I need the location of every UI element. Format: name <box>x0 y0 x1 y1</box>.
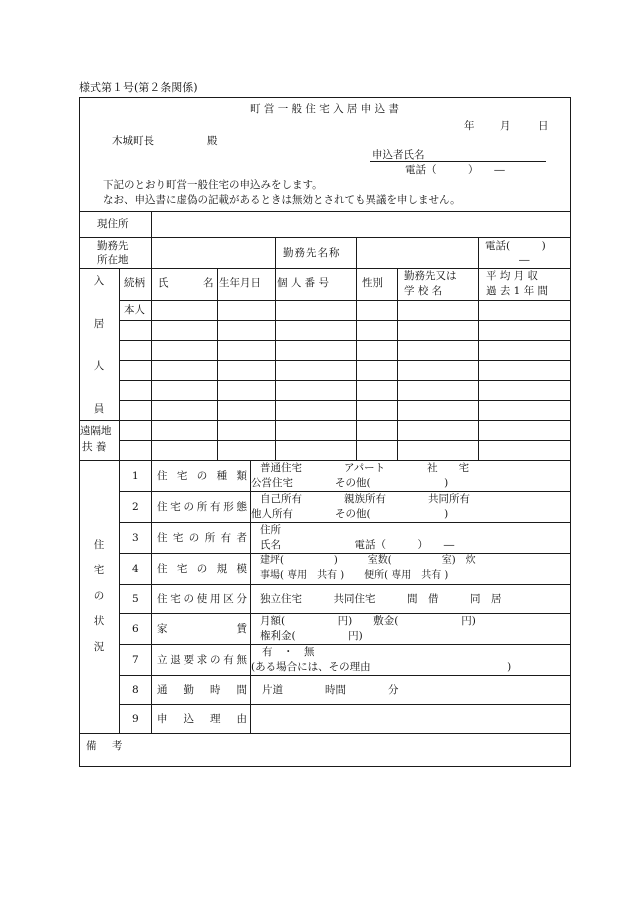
table-rule-horizontal <box>79 420 570 421</box>
table-rule-vertical <box>570 97 571 767</box>
housing-row-content-1: 建坪( ) 室数( 室) 炊 <box>260 555 476 566</box>
workplace-phone-dash: ― <box>519 254 530 266</box>
income-header-2: 過 去 1 年 間 <box>486 285 549 297</box>
housing-row-label: 住宅の使用区分 <box>157 593 247 605</box>
housing-row-number: 5 <box>132 593 139 605</box>
honorific: 殿 <box>207 135 218 147</box>
form-title: 町 営 一 般 住 宅 入 居 申 込 書 <box>250 103 399 115</box>
table-rule-horizontal <box>79 211 570 212</box>
housing-row-label: 住宅の所有形態 <box>157 501 247 513</box>
housing-row-content-2: 公営住宅 その他( ) <box>251 477 449 489</box>
statement-line-2: なお、申込書に虚偽の記載があるときは無効とされても異議を申しません。 <box>103 194 461 206</box>
table-rule-horizontal <box>79 268 570 269</box>
housing-row-label: 住宅の所有者 <box>157 532 247 544</box>
housing-row-content-2: 事場( 専用 共有 ) 便所( 専用 共有 ) <box>260 570 449 581</box>
housing-row-label: 申込理由 <box>157 713 247 725</box>
statement-line-1: 下記のとおり町営一般住宅の申込みをします。 <box>103 179 323 191</box>
housing-side-char: の <box>93 589 105 602</box>
table-rule-vertical <box>119 268 120 460</box>
housing-side-char: 状 <box>93 615 105 628</box>
relation-header: 続柄 <box>124 277 145 289</box>
income-header: 平 均 月 収 <box>486 270 539 282</box>
table-rule-horizontal <box>119 613 570 614</box>
housing-row-content-2: (ある場合には、その理由 ) <box>251 661 512 673</box>
housing-row-label: 家 賃 <box>157 623 247 635</box>
workplace-location-label-2: 所在地 <box>97 254 129 266</box>
table-rule-horizontal <box>119 440 570 441</box>
housing-row-content-1: 月額( 円) 敷金( 円) <box>260 615 476 627</box>
housing-row-number: 3 <box>132 532 139 544</box>
table-rule-horizontal <box>119 360 570 361</box>
residents-side-label <box>79 276 119 414</box>
housing-row-number: 1 <box>132 470 139 482</box>
table-rule-horizontal <box>119 491 570 492</box>
self-label: 本人 <box>124 304 145 316</box>
residents-side-char: 員 <box>93 402 105 415</box>
table-rule-vertical <box>356 237 357 268</box>
applicant-phone-label: 電話（ ） ― <box>405 164 505 176</box>
school-header-2: 学 校 名 <box>404 285 443 297</box>
housing-row-number: 9 <box>132 713 139 725</box>
form-number-label: 様式第１号(第２条関係) <box>79 81 198 94</box>
table-rule-vertical <box>119 460 120 733</box>
workplace-name-label: 勤務先名称 <box>283 247 341 259</box>
table-rule-horizontal <box>119 522 570 523</box>
housing-row-content-2: 氏名 電話（ ） ― <box>260 539 455 551</box>
table-rule-horizontal <box>79 237 570 238</box>
remarks-label: 備 考 <box>86 740 129 752</box>
table-rule-horizontal <box>119 340 570 341</box>
table-rule-vertical <box>478 268 479 460</box>
table-rule-horizontal <box>119 644 570 645</box>
table-rule-horizontal <box>119 584 570 585</box>
date-day-label: 日 <box>538 120 549 132</box>
table-rule-horizontal <box>79 766 571 767</box>
table-rule-vertical <box>275 237 276 268</box>
table-rule-vertical <box>151 460 152 733</box>
table-rule-horizontal <box>119 320 570 321</box>
housing-side-label <box>79 540 119 652</box>
housing-row-label: 住宅の規模 <box>157 563 247 575</box>
housing-row-content-1: 普通住宅 アパート 社 宅 <box>260 462 470 474</box>
housing-row-content-1: 住所 <box>260 524 281 536</box>
workplace-location-label: 勤務先 <box>97 240 129 252</box>
birthdate-header: 生年月日 <box>219 277 261 289</box>
individual-number-header: 個 人 番 号 <box>277 277 330 289</box>
date-month-label: 月 <box>500 120 511 132</box>
school-header: 勤務先又は <box>404 270 457 282</box>
table-rule-horizontal <box>370 161 546 162</box>
current-address-label: 現住所 <box>97 218 129 230</box>
housing-row-label: 住宅の種類 <box>157 470 247 482</box>
date-year-label: 年 <box>464 120 475 132</box>
table-rule-horizontal <box>79 97 570 98</box>
residents-side-char: 居 <box>93 317 105 330</box>
table-rule-vertical <box>356 268 357 460</box>
housing-row-content-2: 他人所有 その他( ) <box>251 508 449 520</box>
table-rule-horizontal <box>79 733 570 734</box>
housing-row-content-1: 自己所有 親族所有 共同所有 <box>260 493 470 505</box>
remote-dependent-label-2: 扶 養 <box>82 441 107 453</box>
table-rule-vertical <box>217 268 218 460</box>
housing-row-content-2: 権利金( 円) <box>260 630 363 642</box>
housing-row-number: 2 <box>132 501 139 513</box>
table-rule-vertical <box>151 268 152 460</box>
table-rule-horizontal <box>119 380 570 381</box>
table-rule-vertical <box>478 237 479 268</box>
table-rule-horizontal <box>119 553 570 554</box>
table-rule-vertical <box>151 211 152 268</box>
housing-row-content-1: 独立住宅 共同住宅 間 借 同 居 <box>260 593 502 605</box>
gender-header: 性別 <box>362 277 383 289</box>
housing-row-content-1: 有 ・ 無 <box>262 646 315 658</box>
workplace-phone-label: 電話( ) <box>485 240 546 252</box>
remote-dependent-label: 遠隔地 <box>80 425 112 437</box>
table-rule-vertical <box>250 460 251 733</box>
housing-side-char: 住 <box>93 539 105 551</box>
applicant-name-label: 申込者氏名 <box>372 149 425 161</box>
housing-row-content-1: 片道 時間 分 <box>262 684 399 696</box>
table-rule-horizontal <box>119 400 570 401</box>
table-rule-horizontal <box>119 704 570 705</box>
residents-side-char: 人 <box>93 360 105 372</box>
table-rule-horizontal <box>79 460 570 461</box>
housing-side-char: 況 <box>93 640 105 653</box>
table-rule-horizontal <box>119 300 570 301</box>
addressee: 木城町長 <box>112 135 154 147</box>
housing-row-number: 6 <box>132 623 139 635</box>
housing-row-label: 通勤時間 <box>157 684 247 696</box>
table-rule-horizontal <box>119 675 570 676</box>
housing-row-number: 4 <box>132 563 139 575</box>
name-header-second: 名 <box>203 277 214 289</box>
housing-row-number: 8 <box>132 684 139 696</box>
name-header-first: 氏 <box>158 277 169 289</box>
housing-row-label: 立退要求の有無 <box>157 654 247 666</box>
table-rule-vertical <box>275 268 276 460</box>
residents-side-char: 入 <box>93 275 105 287</box>
housing-side-char: 宅 <box>93 564 105 577</box>
table-rule-vertical <box>397 268 398 460</box>
housing-row-number: 7 <box>132 654 139 666</box>
